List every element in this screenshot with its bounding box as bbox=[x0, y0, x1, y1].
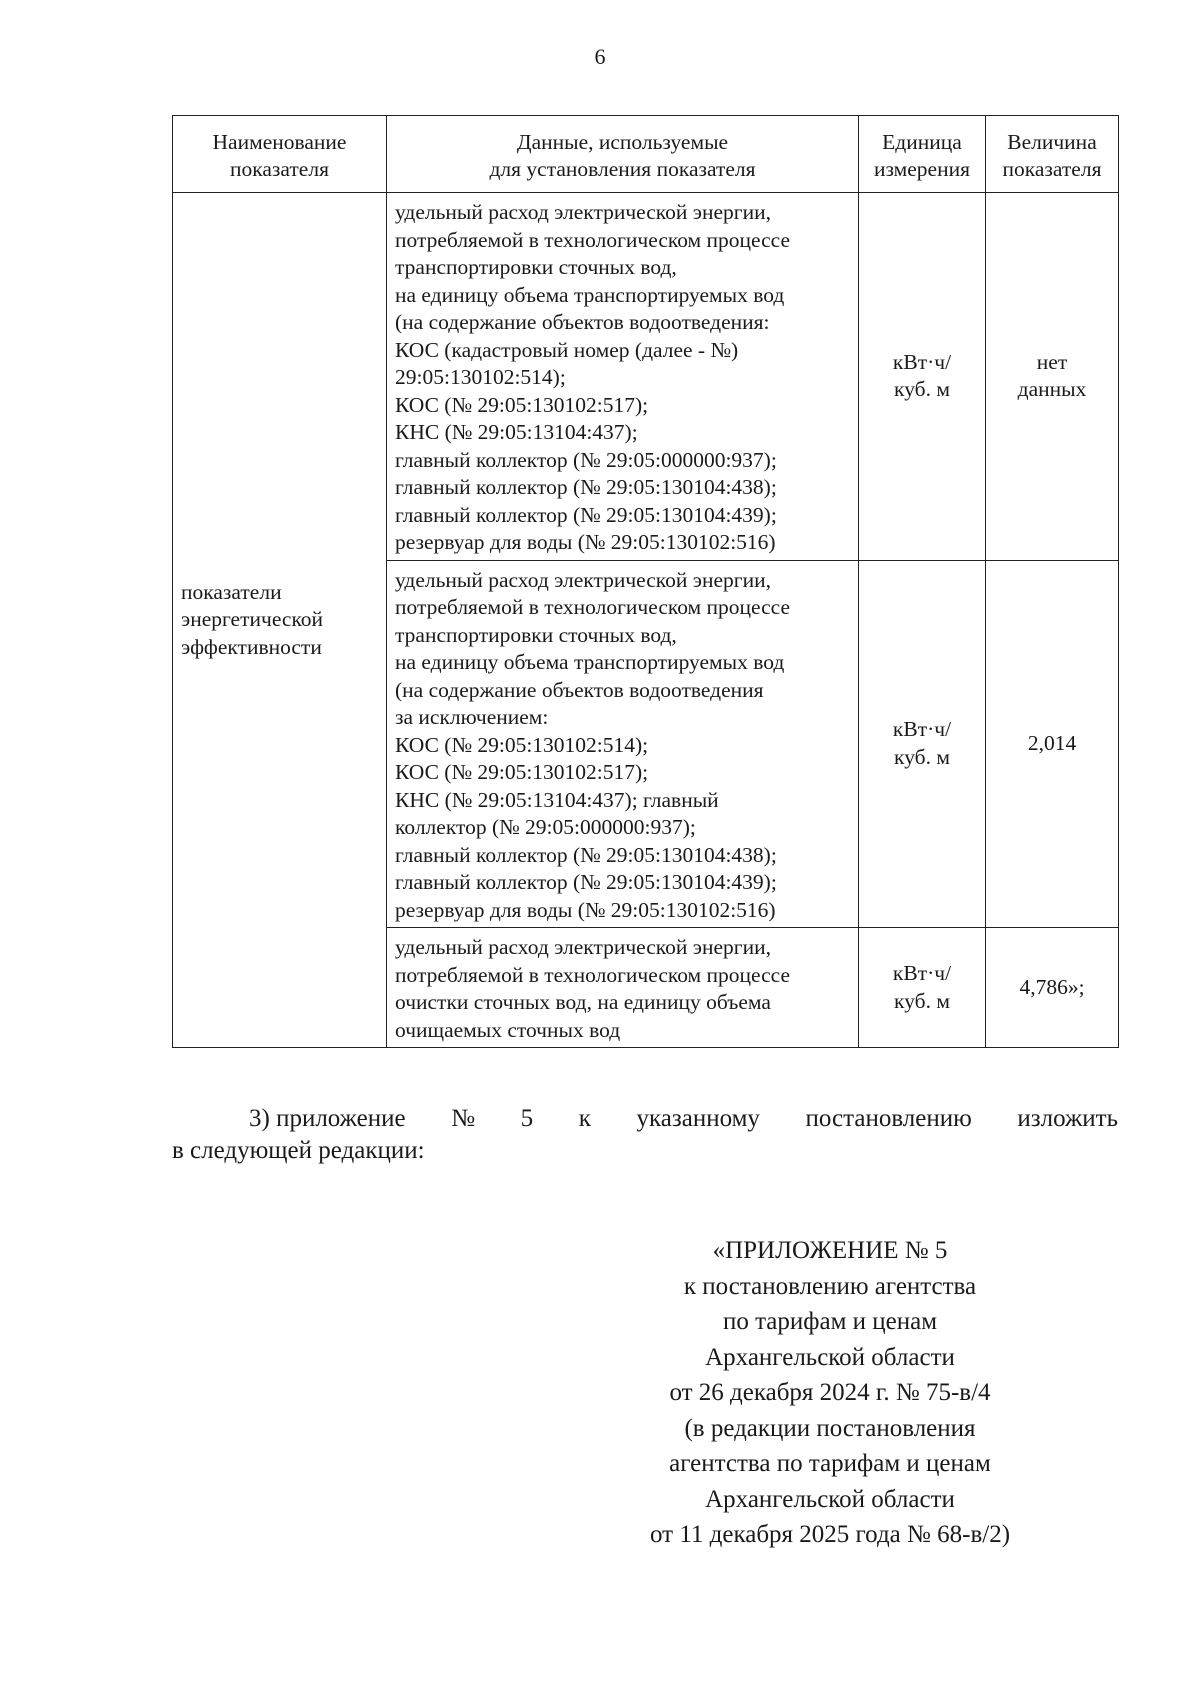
row-1-description: удельный расход электрической энергии, потребляемой в технологическом процессе транспортировки сточных вод, на единицу объема транспортируемых вод (на содержание объектов водоотведения: КОС (кадастровый номер (далее - №) 29:05:130102:514); КОС (№ 29:05:130102:517); КНС (№ 29:05:13104:437); главный коллектор (№ 29:05:000000:937); главный коллектор (№ 29:05:130104:438); главный коллектор (№ 29:05:130104:439); резервуар для воды (№ 29:05:130102:516) bbox=[387, 193, 859, 561]
indicators-table bbox=[172, 115, 1119, 1048]
indicator-name-cell: показатели энергетической эффективности bbox=[173, 193, 387, 1048]
table-header-row bbox=[173, 116, 1119, 193]
row-2-unit: кВт·ч/ куб. м bbox=[859, 560, 986, 928]
paragraph-line-1: 3) приложение № 5 к указанному постановлению изложить bbox=[249, 1105, 1118, 1132]
appendix-line: Архангельской области bbox=[705, 1343, 955, 1371]
appendix-line: от 11 декабря 2025 года № 68-в/2) bbox=[649, 1521, 1011, 1548]
row-2-description: удельный расход электрической энергии, потребляемой в технологическом процессе транспортировки сточных вод, на единицу объема транспортируемых вод (на содержание объектов водоотведения за исключением: КОС (№ 29:05:130102:514); КОС (№ 29:05:130102:517); КНС (№ 29:05:13104:437); главный коллектор (№ 29:05:000000:937); главный коллектор (№ 29:05:130104:438); главный коллектор (№ 29:05:130104:439); резервуар для воды (№ 29:05:130102:516) bbox=[387, 560, 859, 928]
row-1-value: нет данных bbox=[986, 193, 1119, 561]
amendment-paragraph bbox=[172, 1103, 1118, 1167]
header-data-used: Данные, используемые для установления показателя bbox=[387, 116, 859, 193]
appendix-line: к постановлению агентства bbox=[683, 1272, 977, 1300]
appendix-line: по тарифам и ценам bbox=[722, 1308, 938, 1335]
table-row bbox=[173, 193, 1119, 561]
row-3-description: удельный расход электрической энергии, потребляемой в технологическом процессе очистки сточных вод, на единицу объема очищаемых сточных вод bbox=[387, 928, 859, 1048]
row-3-unit: кВт·ч/ куб. м bbox=[859, 928, 986, 1048]
row-1-unit: кВт·ч/ куб. м bbox=[859, 193, 986, 561]
appendix-line: (в редакции постановления bbox=[684, 1414, 976, 1442]
appendix-title: «ПРИЛОЖЕНИЕ № 5 bbox=[712, 1237, 948, 1264]
appendix-line: от 26 декабря 2024 г. № 75-в/4 bbox=[669, 1379, 991, 1406]
header-unit: Единица измерения bbox=[859, 116, 986, 193]
paragraph-line-2: в следующей редакции: bbox=[172, 1137, 425, 1164]
row-2-value: 2,014 bbox=[986, 560, 1119, 928]
header-indicator-name: Наименование показателя bbox=[173, 116, 387, 193]
row-3-value: 4,786»; bbox=[986, 928, 1119, 1048]
page-number: 6 bbox=[594, 44, 606, 69]
appendix-heading-block bbox=[600, 1233, 1060, 1553]
appendix-line: агентства по тарифам и ценам bbox=[669, 1450, 991, 1477]
header-value: Величина показателя bbox=[986, 116, 1119, 193]
appendix-line: Архангельской области bbox=[705, 1485, 955, 1513]
